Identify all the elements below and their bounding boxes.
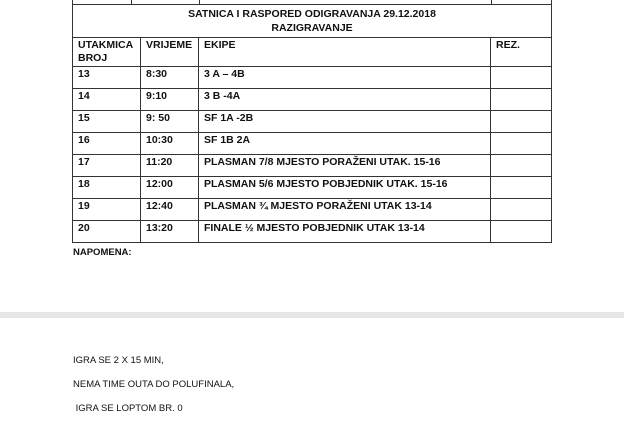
time-cell: 10:30 — [141, 133, 199, 155]
result-cell — [491, 67, 552, 89]
result-cell — [491, 199, 552, 221]
teams-cell: SF 1A -2B — [199, 111, 491, 133]
table-row — [73, 133, 552, 155]
match-no-cell: 14 — [73, 89, 141, 111]
teams-cell: FINALE ½ MJESTO POBJEDNIK UTAK 13-14 — [199, 221, 491, 243]
result-cell — [491, 177, 552, 199]
result-cell — [491, 221, 552, 243]
note-label: NAPOMENA: — [73, 247, 132, 258]
time-cell: 9: 50 — [141, 111, 199, 133]
time-cell: 12:40 — [141, 199, 199, 221]
schedule-subtitle: RAZIGRAVANJE — [271, 22, 353, 34]
match-no-cell: 18 — [73, 177, 141, 199]
rule-line: IGRA SE 2 X 15 MIN, — [73, 355, 164, 366]
match-no-cell: 16 — [73, 133, 141, 155]
col-header-result: REZ. — [491, 38, 552, 67]
table-row — [73, 199, 552, 221]
document-page-2 — [0, 318, 624, 433]
teams-cell: SF 1B 2A — [199, 133, 491, 155]
time-cell: 9:10 — [141, 89, 199, 111]
match-no-cell: 15 — [73, 111, 141, 133]
schedule-title: SATNICA I RASPORED ODIGRAVANJA 29.12.2018 — [188, 8, 436, 20]
time-cell: 13:20 — [141, 221, 199, 243]
teams-cell: 3 B -4A — [199, 89, 491, 111]
schedule-table — [72, 4, 552, 243]
col-header-time: VRIJEME — [141, 38, 199, 67]
result-cell — [491, 89, 552, 111]
table-title-row — [73, 5, 552, 38]
result-cell — [491, 133, 552, 155]
result-cell — [491, 111, 552, 133]
table-row — [73, 177, 552, 199]
col-header-teams: EKIPE — [199, 38, 491, 67]
match-no-cell: 13 — [73, 67, 141, 89]
table-row — [73, 221, 552, 243]
match-no-cell: 17 — [73, 155, 141, 177]
time-cell: 8:30 — [141, 67, 199, 89]
teams-cell: PLASMAN ¾ MJESTO PORAŽENI UTAK 13-14 — [199, 199, 491, 221]
rule-line: IGRA SE LOPTOM BR. 0 — [73, 403, 183, 414]
table-row — [73, 155, 552, 177]
time-cell: 11:20 — [141, 155, 199, 177]
table-row — [73, 111, 552, 133]
teams-cell: PLASMAN 5/6 MJESTO POBJEDNIK UTAK. 15-16 — [199, 177, 491, 199]
column-header-row — [73, 38, 552, 67]
match-no-cell: 20 — [73, 221, 141, 243]
time-cell: 12:00 — [141, 177, 199, 199]
table-title — [73, 5, 552, 38]
rule-line: NEMA TIME OUTA DO POLUFINALA, — [73, 379, 235, 390]
result-cell — [491, 155, 552, 177]
table-row — [73, 89, 552, 111]
teams-cell: PLASMAN 7/8 MJESTO PORAŽENI UTAK. 15-16 — [199, 155, 491, 177]
table-row — [73, 67, 552, 89]
teams-cell: 3 A – 4B — [199, 67, 491, 89]
match-no-cell: 19 — [73, 199, 141, 221]
col-header-match-no: UTAKMICA BROJ — [73, 38, 141, 67]
